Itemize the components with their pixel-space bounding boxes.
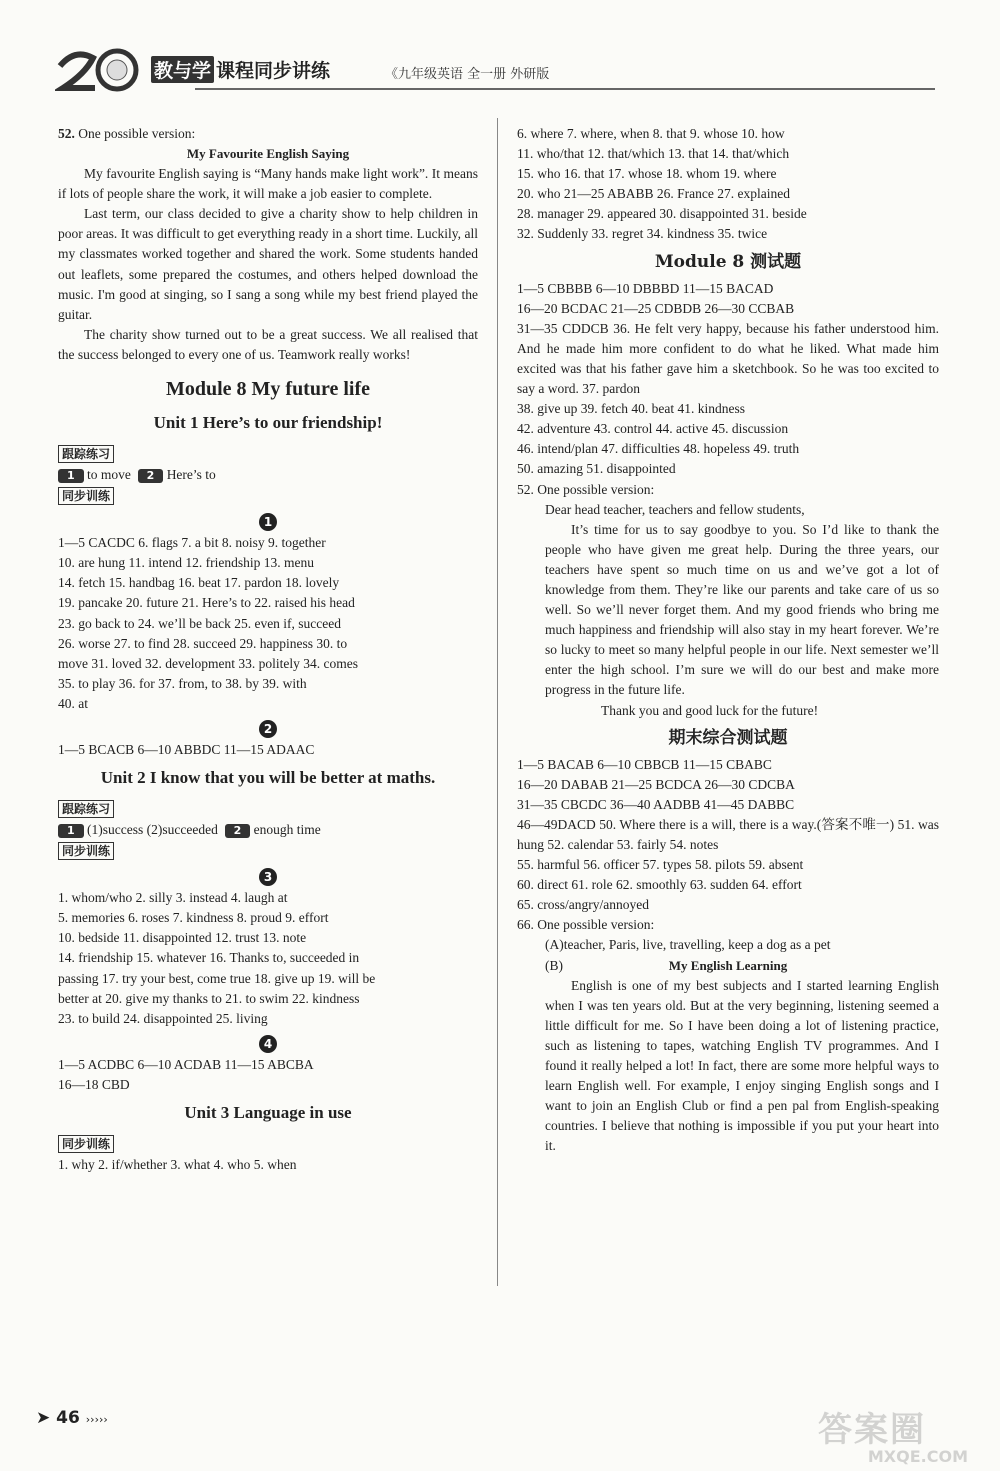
q66-part-b: (B) My English Learning: [517, 956, 939, 976]
unit1-title: Unit 1 Here’s to our friendship!: [153, 413, 383, 433]
answer-line: 42. adventure 43. control 44. active 45. discussion: [517, 421, 789, 437]
answer-line: 16—20 BCDAC 21—25 CDBDB 26—30 CCBAB: [517, 300, 795, 316]
page-number: ➤ 46 ›››››: [36, 1408, 108, 1428]
answer-line: 32. Suddenly 33. regret 34. kindness 35. twice: [517, 226, 768, 242]
answer-line: 65. cross/angry/annoyed: [517, 897, 649, 913]
answer-line: 10. bedside 11. disappointed 12. trust 13. note: [58, 930, 307, 946]
answer-line: 14. fetch 15. handbag 16. beat 17. pardon 18. lovely: [58, 575, 340, 591]
answer-line: 28. manager 29. appeared 30. disappointed 31. beside: [517, 206, 807, 222]
column-divider: [497, 118, 498, 1286]
answer-line: move 31. loved 32. development 33. politely 34. comes: [58, 655, 358, 671]
answer-line: better at 20. give my thanks to 21. to swim 22. kindness: [58, 990, 360, 1006]
answer-line: 23. go back to 24. we’ll be back 25. even if, succeed: [58, 615, 342, 631]
section-circle: 4: [58, 1035, 478, 1053]
q66-essay-body: English is one of my best subjects and I started learning English when I was ten years old. But at the very beginning, listening seemed a little difficult for me. So I have been doing a lot of listening practice, such as listening to tapes, watching English TV programmes. And I found it really helped a lot! In fact, there are some more helpful ways to learn English well. For example, I enjoy singing English songs and I want to join an English Club or find a pen pal from English-speaking countries. I believe that nothing is impossible if you put your heart into it.: [545, 977, 939, 1154]
section-circle: 2: [58, 720, 478, 738]
tag-sync: 同步训练: [58, 1135, 114, 1153]
answer-line: 11. who/that 12. that/which 13. that 14. that/which: [517, 146, 790, 162]
brand-logo-icon: [55, 44, 150, 94]
answer-line: 23. to build 24. disappointed 25. living: [58, 1010, 268, 1026]
tag-sync: 同步训练: [58, 842, 114, 860]
q66-part-a: (A)teacher, Paris, live, travelling, keep a dog as a pet: [545, 937, 831, 953]
answer-line: 20. who 21—25 ABABB 26. France 27. explained: [517, 186, 790, 202]
book-subtitle: 《九年级英语 全一册 外研版: [385, 67, 550, 82]
q66-essay-title: My English Learning: [668, 957, 788, 973]
answer-line: 1—5 ACDBC 6—10 ACDAB 11—15 ABCBA: [58, 1056, 314, 1072]
answer-line: 16—18 CBD: [58, 1076, 130, 1092]
answer-line: 26. worse 27. to find 28. succeed 29. happiness 30. to: [58, 635, 348, 651]
answer-line: 60. direct 61. role 62. smoothly 63. sudden 64. effort: [517, 877, 802, 893]
module-title: Module 8 My future life: [165, 378, 371, 401]
answer-line: 10. are hung 11. intend 12. friendship 13. menu: [58, 555, 314, 571]
arrow-icon: ➤: [36, 1408, 51, 1428]
answer-paragraph: 46—49DACD 50. Where there is a will, there is a way.(答案不唯一) 51. was hung 52. calendar 53. fairly 54. notes: [517, 816, 939, 852]
answer-line: 1. why 2. if/whether 3. what 4. who 5. when: [58, 1157, 297, 1172]
answer-line: 16—20 DABAB 21—25 BCDCA 26—30 CDCBA: [517, 776, 795, 792]
watermark-logo: 答案圈: [818, 1410, 926, 1450]
track-answers: 1 (1)success (2)succeeded 2 enough time: [58, 820, 478, 840]
module8-test-title: Module 8 测试题: [654, 251, 802, 272]
watermark-url: MXQE.COM: [867, 1447, 968, 1466]
watermark: [818, 1402, 968, 1466]
letter-greeting: Dear head teacher, teachers and fellow students,: [545, 501, 805, 517]
left-column: [58, 124, 478, 1175]
answer-line: 35. to play 36. for 37. from, to 38. by 39. with: [58, 675, 307, 691]
tag-track: 跟踪练习: [58, 800, 114, 818]
answer-line: 31—35 CBCDC 36—40 AADBB 41—45 DABBC: [517, 796, 795, 812]
section-circle: 1: [58, 513, 478, 531]
track-answers: 1 to move 2 Here’s to: [58, 465, 478, 485]
unit2-title: Unit 2 I know that you will be better at maths.: [100, 768, 436, 788]
essay-paragraph: The charity show turned out to be a great success. We all realised that the success belonged to every one of us. Teamwork really works!: [58, 326, 478, 362]
answer-line: 1—5 BACAB 6—10 CBBCB 11—15 CBABC: [517, 756, 772, 772]
answer-line: 1. whom/who 2. silly 3. instead 4. laugh at: [58, 890, 288, 906]
chevrons-icon: ›››››: [85, 1413, 108, 1426]
answer-paragraph: 31—35 CDDCB 36. He felt very happy, because his father understood him. And he made him more confident to do what he liked. What made him excited was that his father gave him a sketchbook. So he was too excited to say a word. 37. pardon: [517, 320, 939, 397]
section-circle: 3: [58, 868, 478, 886]
brand-name: 教与学: [151, 56, 214, 83]
letter-close: Thank you and good luck for the future!: [601, 702, 819, 718]
book-title: 课程同步讲练: [216, 60, 331, 82]
answer-line: 14. friendship 15. whatever 16. Thanks to, succeeded in: [58, 950, 360, 966]
tag-track: 跟踪练习: [58, 445, 114, 463]
answer-line: 50. amazing 51. disappointed: [517, 461, 676, 477]
essay-paragraph: Last term, our class decided to give a charity show to help children in poor areas. It was difficult to get everything ready in a short time. Luckily, all my classmates worked together and shared the work. Some students handed out leaflets, some prepared the costumes, and others helped download the music. I'm good at singing, so I sang a song while my best friend played the guitar.: [58, 206, 478, 322]
answer-line: 6. where 7. where, when 8. that 9. whose 10. how: [517, 126, 785, 141]
answer-line: 5. memories 6. roses 7. kindness 8. proud 9. effort: [58, 910, 329, 926]
unit3-title: Unit 3 Language in use: [184, 1103, 352, 1122]
answer-line: 66. One possible version:: [517, 917, 655, 933]
answer-line: 38. give up 39. fetch 40. beat 41. kindness: [517, 401, 745, 417]
page-header: [55, 44, 935, 94]
answer-line: 46. intend/plan 47. difficulties 48. hopeless 49. truth: [517, 441, 800, 457]
tag-sync: 同步训练: [58, 487, 114, 505]
answer-line: 19. pancake 20. future 21. Here’s to 22. raised his head: [58, 595, 355, 611]
right-column: [517, 124, 939, 1157]
letter-body: It’s time for us to say goodbye to you. So I’d like to thank the people who have given me great help. During the three years, our teachers have spent so much time on us and we’ve got a lot of knowledge from them. They’re like our parents and take care of us so well. So we’ll never forget them. And my good friends who bring me much happiness and friendship will also stay in my heart forever. We’re so lucky to meet so many helpful people in our life. Next semester we’ll enter the high school. I’m sure we will do our best and make more progress in the future life.: [545, 521, 939, 698]
header-rule: [195, 88, 935, 90]
answer-line: 15. who 16. that 17. whose 18. whom 19. where: [517, 166, 777, 182]
answer-line: 1—5 BCACB 6—10 ABBDC 11—15 ADAAC: [58, 741, 315, 757]
brand-title: [151, 56, 330, 83]
answer-line: 40. at: [58, 695, 88, 711]
q52-heading: 52. One possible version:: [58, 126, 196, 141]
final-test-title: 期末综合测试题: [668, 727, 788, 748]
answer-line: passing 17. try your best, come true 18. give up 19. will be: [58, 970, 376, 986]
answer-line: 55. harmful 56. officer 57. types 58. pilots 59. absent: [517, 857, 804, 873]
answer-line: 52. One possible version:: [517, 481, 655, 497]
answer-line: 1—5 CBBBB 6—10 DBBBD 11—15 BACAD: [517, 280, 774, 296]
essay-title: My Favourite English Saying: [186, 146, 350, 162]
answer-line: 1—5 CACDC 6. flags 7. a bit 8. noisy 9. together: [58, 535, 326, 551]
essay-paragraph: My favourite English saying is “Many hands make light work”. It means if lots of people share the work, it will make a job easier to complete.: [58, 166, 478, 202]
